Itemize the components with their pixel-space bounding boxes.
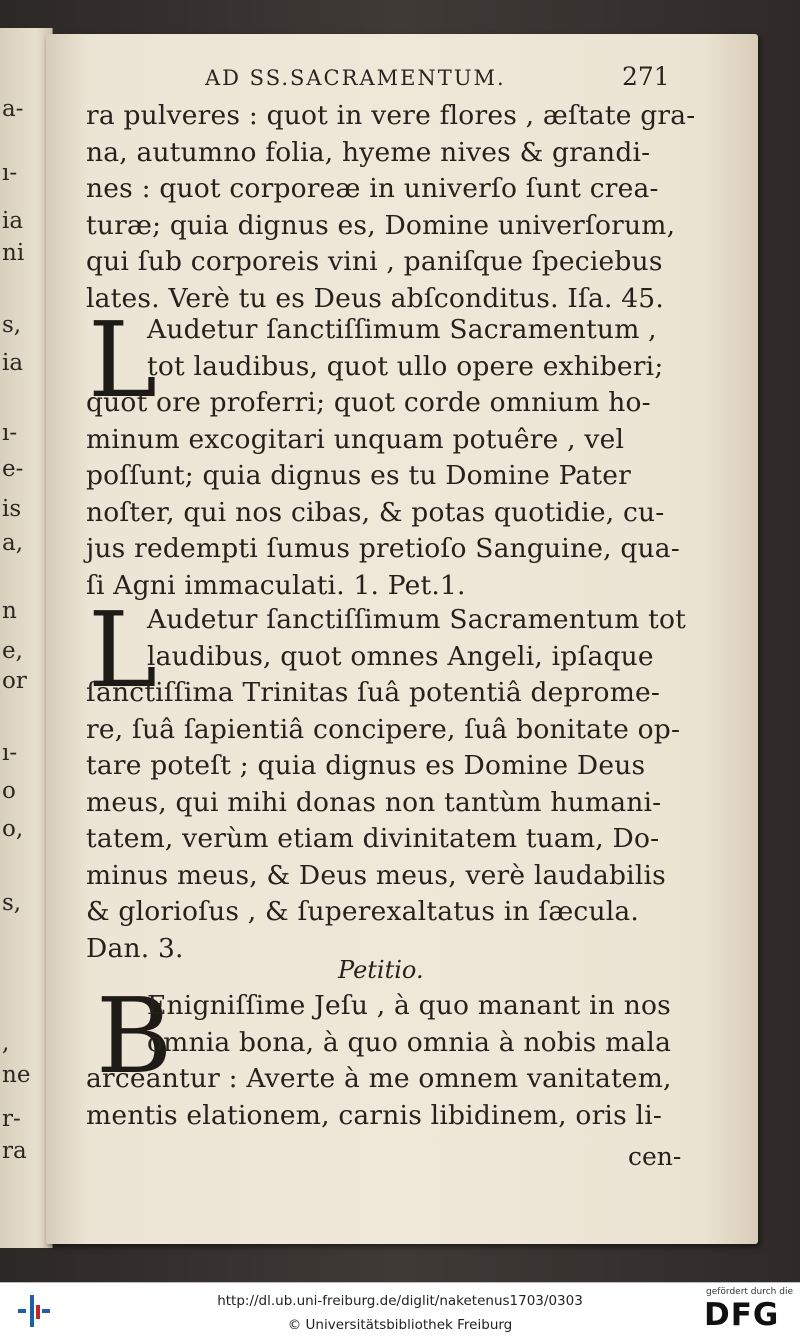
text-line: na, autumno folia, hyeme nives & grandi- (86, 136, 651, 168)
previous-page-fragment: s, (2, 312, 22, 338)
text-line: noſter, qui nos cibas, & potas quotidie, cu- (86, 496, 665, 528)
text-line: meus, qui mihi donas non tantùm humani- (86, 786, 662, 818)
text-line: Audetur ſanctiſſimum Sacramentum tot (147, 604, 686, 635)
text-line: nes : quot corporeæ in univerſo ſunt crea- (86, 173, 659, 204)
previous-page-fragment: , (2, 1030, 10, 1056)
text-line: quot ore proferri; quot corde omnium ho- (86, 387, 651, 418)
text-line: laudibus, quot omnes Angeli, ipſaque (147, 640, 654, 672)
text-line: ſi Agni immaculati. 1. Pet.1. (86, 569, 466, 601)
previous-page-fragment: e- (2, 456, 24, 482)
text-line: re, ſuâ ſapientiâ concipere, ſuâ bonitate op- (86, 713, 681, 745)
text-line: & glorioſus , & ſuperexaltatus in ſæcula. (86, 896, 640, 927)
text-line: tare poteſt ; quia dignus es Domine Deus (86, 750, 646, 781)
drop-cap-1: L (88, 299, 158, 421)
previous-page-fragment: a, (2, 530, 24, 556)
previous-page-fragment: s, (2, 890, 22, 916)
text-line: ra pulveres : quot in vere flores , æſtate gra- (86, 100, 696, 131)
text-line: qui ſub corporeis vini , paniſque ſpeciebus (86, 246, 663, 277)
dfg-logo: DFG (704, 1297, 780, 1333)
text-line: Audetur ſanctiſſimum Sacramentum , (147, 314, 657, 345)
text-line: turæ; quia dignus es, Domine univerſorum, (86, 209, 676, 241)
text-line: poſſunt; quia dignus es tu Domine Pater (86, 460, 632, 491)
previous-page-fragment: ne (2, 1062, 31, 1088)
previous-page-fragment: n (2, 598, 17, 624)
text-line: mentis elationem, carnis libidinem, oris li- (86, 1099, 663, 1131)
text-line: omnia bona, à quo omnia à nobis mala (147, 1026, 672, 1058)
footer-bar (0, 1282, 800, 1339)
previous-page-fragment: ı- (2, 160, 18, 186)
previous-page-fragments (0, 28, 52, 1248)
text-line: tot laudibus, quot ullo opere exhiberi; (147, 350, 664, 382)
text-line: lates. Verè tu es Deus abſconditus. Iſa. 45. (86, 282, 664, 314)
previous-page-fragment: ra (2, 1138, 27, 1164)
previous-page-fragment: r- (2, 1106, 21, 1132)
previous-page-fragment: ia (2, 350, 24, 376)
sponsor-note: gefördert durch die (706, 1287, 793, 1297)
copyright-notice: © Universitätsbibliothek Freiburg (287, 1317, 513, 1333)
text-line: ſanctiſſima Trinitas ſuâ potentiâ deprome- (86, 677, 661, 708)
petitio-heading: Petitio. (338, 956, 424, 984)
text-line: jus redempti ſumus pretioſo Sanguine, qua- (86, 533, 680, 564)
previous-page-fragment: ı- (2, 740, 18, 766)
previous-page-fragment: is (2, 496, 22, 522)
running-head: AD SS.SACRAMENTUM. (205, 66, 506, 90)
text-line: Dan. 3. (86, 932, 184, 964)
previous-page-fragment: o, (2, 816, 24, 842)
previous-page-fragment: ni (2, 240, 25, 266)
drop-cap-2: L (88, 589, 158, 711)
catchword: cen- (628, 1142, 682, 1171)
text-line: minum excogitari unquam potuêre , vel (86, 423, 625, 455)
text-line: minus meus, & Deus meus, verè laudabilis (86, 859, 666, 891)
permalink-url[interactable]: http://dl.ub.uni-freiburg.de/diglit/naketenus1703/0303 (217, 1293, 583, 1309)
text-line: Enigniſſime Jeſu , à quo manant in nos (147, 990, 671, 1021)
text-line: tatem, verùm etiam divinitatem tuam, Do- (86, 823, 660, 854)
previous-page-fragment: a- (2, 96, 24, 122)
text-line: arceantur : Averte à me omnem vanitatem, (86, 1063, 672, 1094)
previous-page-fragment: ı- (2, 420, 18, 446)
drop-cap-3: B (96, 975, 173, 1097)
previous-page-fragment: ia (2, 208, 24, 234)
page-number: 271 (622, 62, 670, 91)
previous-page-fragment: e, (2, 638, 23, 664)
previous-page-fragment: o (2, 778, 16, 804)
previous-page-fragment: or (2, 668, 27, 694)
